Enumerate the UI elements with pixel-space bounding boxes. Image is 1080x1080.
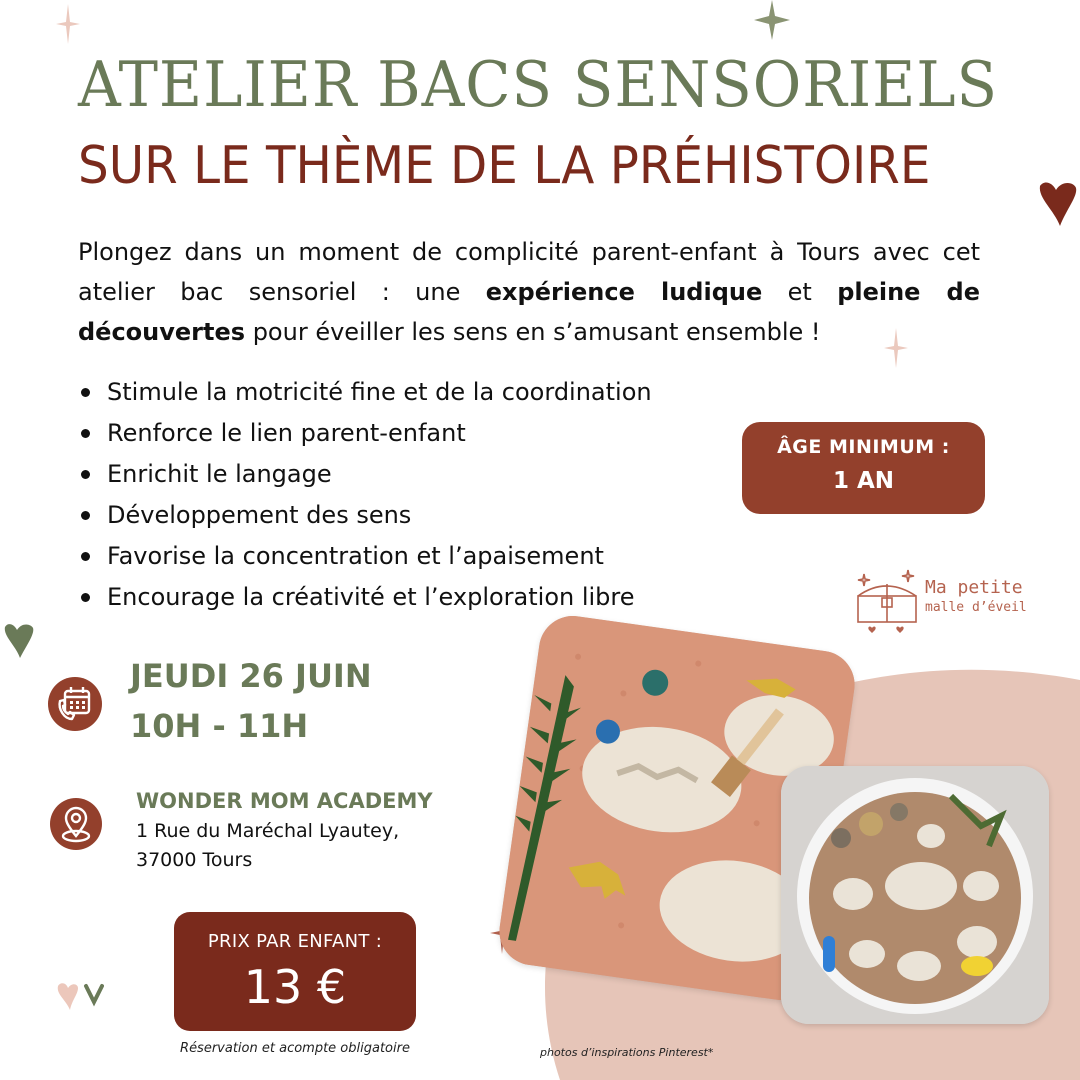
bullet-icon [81, 429, 90, 438]
benefits-list [78, 372, 718, 618]
intro-text: pour éveiller les sens en s’amusant ensemble ! [245, 318, 821, 346]
list-item-text: Favorise la concentration et l’apaisement [107, 542, 604, 570]
price-value: 13 € [243, 960, 347, 1014]
venue-name: WONDER MOM ACADEMY [136, 789, 433, 813]
list-item-text: Stimule la motricité fine et de la coordination [107, 378, 652, 406]
photo-credit: photos d’inspirations Pinterest* [540, 1046, 714, 1059]
brand-logo [925, 577, 1027, 615]
event-time: 10H - 11H [130, 707, 309, 745]
reservation-note: Réservation et acompte obligatoire [180, 1041, 410, 1056]
bullet-icon [81, 388, 90, 397]
intro-text: Plongez dans un moment de complicité parent-enfant à Tours avec cet atelier bac sensoriel : une [78, 238, 980, 306]
age-label: ÂGE MINIMUM : [777, 436, 950, 458]
address-city: 37000 Tours [136, 849, 253, 871]
heart-icon [1036, 180, 1080, 228]
list-item [78, 577, 718, 618]
list-item [78, 495, 718, 536]
price-badge [174, 912, 416, 1031]
sparkle-icon [56, 4, 80, 44]
list-item-text: Renforce le lien parent-enfant [107, 419, 466, 447]
list-item [78, 454, 718, 495]
calendar-phone-icon [48, 677, 102, 731]
location-pin-icon [50, 798, 102, 850]
fossil-sand-tray-photo [781, 766, 1049, 1024]
list-item-text: Encourage la créativité et l’exploration libre [107, 583, 635, 611]
heart-icon [56, 982, 104, 1012]
sparkle-icon [754, 0, 790, 40]
page-subtitle: SUR LE THÈME DE LA PRÉHISTOIRE [78, 136, 931, 196]
event-date: JEUDI 26 JUIN [130, 657, 372, 695]
heart-icon [2, 622, 36, 660]
address-street: 1 Rue du Maréchal Lyautey, [136, 820, 400, 842]
bullet-icon [81, 593, 90, 602]
age-badge [742, 422, 985, 514]
page-title: ATELIER BACS SENSORIELS [78, 48, 999, 121]
price-label: PRIX PAR ENFANT : [207, 931, 383, 952]
brand-name-line1: Ma petite [925, 577, 1023, 598]
list-item [78, 536, 718, 577]
intro-text: et [762, 278, 838, 306]
age-value: 1 AN [832, 468, 895, 494]
list-item [78, 372, 718, 413]
intro-paragraph [78, 232, 980, 352]
brand-name-line2: malle d’éveil [925, 600, 1027, 615]
list-item-text: Enrichit le langage [107, 460, 332, 488]
list-item-text: Développement des sens [107, 501, 412, 529]
bullet-icon [81, 470, 90, 479]
list-item [78, 413, 718, 454]
bullet-icon [81, 511, 90, 520]
intro-highlight: expérience ludique [485, 278, 763, 306]
bullet-icon [81, 552, 90, 561]
intro-highlight: pleine de découvertes [78, 278, 981, 346]
